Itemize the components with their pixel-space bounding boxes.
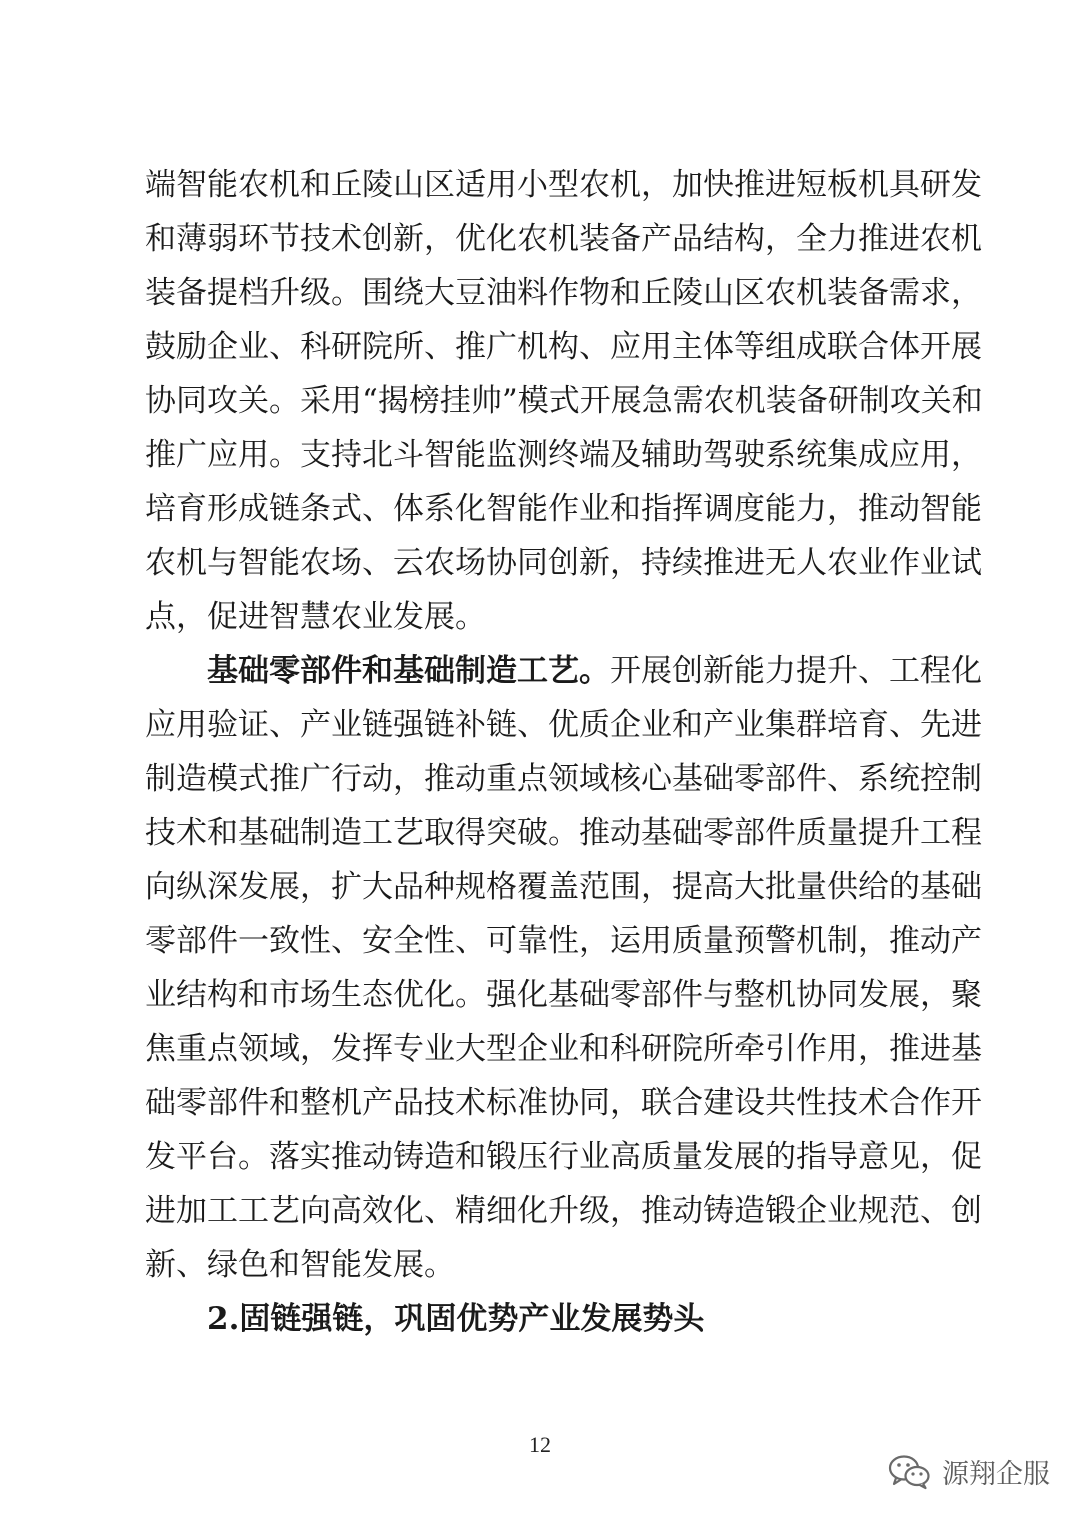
- watermark-text: 源翔企服: [942, 1459, 1050, 1490]
- text-line: 端智能农机和丘陵山区适用小型农机，加快推进短板机具研发: [145, 167, 982, 203]
- text-line: 点，促进智慧农业发展。: [145, 599, 486, 635]
- paragraph-2: [145, 644, 982, 1292]
- paragraph-2-first-line: [145, 644, 982, 698]
- paragraph-1: [145, 158, 983, 644]
- text-line: 础零部件和整机产品技术标准协同，联合建设共性技术合作开: [145, 1085, 982, 1121]
- text-line: 进加工工艺向高效化、精细化升级，推动铸造锻企业规范、创: [145, 1193, 982, 1229]
- wechat-icon: [888, 1454, 932, 1490]
- section-heading: 2.固链强链，巩固优势产业发展势头: [207, 1301, 705, 1337]
- text-line: 鼓励企业、科研院所、推广机构、应用主体等组成联合体开展: [145, 329, 982, 365]
- text-line: 业结构和市场生态优化。强化基础零部件与整机协同发展，聚: [145, 977, 982, 1013]
- text-line: 装备提档升级。围绕大豆油料作物和丘陵山区农机装备需求，: [145, 275, 982, 311]
- bold-lead-phrase: 基础零部件和基础制造工艺。: [207, 653, 610, 689]
- text-line: 培育形成链条式、体系化智能作业和指挥调度能力，推动智能: [145, 491, 982, 527]
- text-line: 发平台。落实推动铸造和锻压行业高质量发展的指导意见，促: [145, 1139, 982, 1175]
- text-line: 制造模式推广行动，推动重点领域核心基础零部件、系统控制: [145, 761, 982, 797]
- text-line: 焦重点领域，发挥专业大型企业和科研院所牵引作用，推进基: [145, 1031, 982, 1067]
- text-line: 向纵深发展，扩大品种规格覆盖范围，提高大批量供给的基础: [145, 869, 982, 905]
- text-line: 新、绿色和智能发展。: [145, 1247, 455, 1283]
- text-line: 应用验证、产业链强链补链、优质企业和产业集群培育、先进: [145, 707, 982, 743]
- page-number: 12: [529, 1432, 551, 1457]
- text-span: 开展创新能力提升、工程化: [610, 653, 982, 689]
- text-line: 协同攻关。采用“揭榜挂帅”模式开展急需农机装备研制攻关和: [145, 383, 983, 419]
- text-line: 技术和基础制造工艺取得突破。推动基础零部件质量提升工程: [145, 815, 982, 851]
- document-body: [145, 158, 983, 1346]
- text-line: 和薄弱环节技术创新，优化农机装备产品结构，全力推进农机: [145, 221, 982, 257]
- text-line: 推广应用。支持北斗智能监测终端及辅助驾驶系统集成应用，: [145, 437, 982, 473]
- watermark: [888, 1452, 1050, 1491]
- text-line: 零部件一致性、安全性、可靠性，运用质量预警机制，推动产: [145, 923, 982, 959]
- text-line: 农机与智能农场、云农场协同创新，持续推进无人农业作业试: [145, 545, 982, 581]
